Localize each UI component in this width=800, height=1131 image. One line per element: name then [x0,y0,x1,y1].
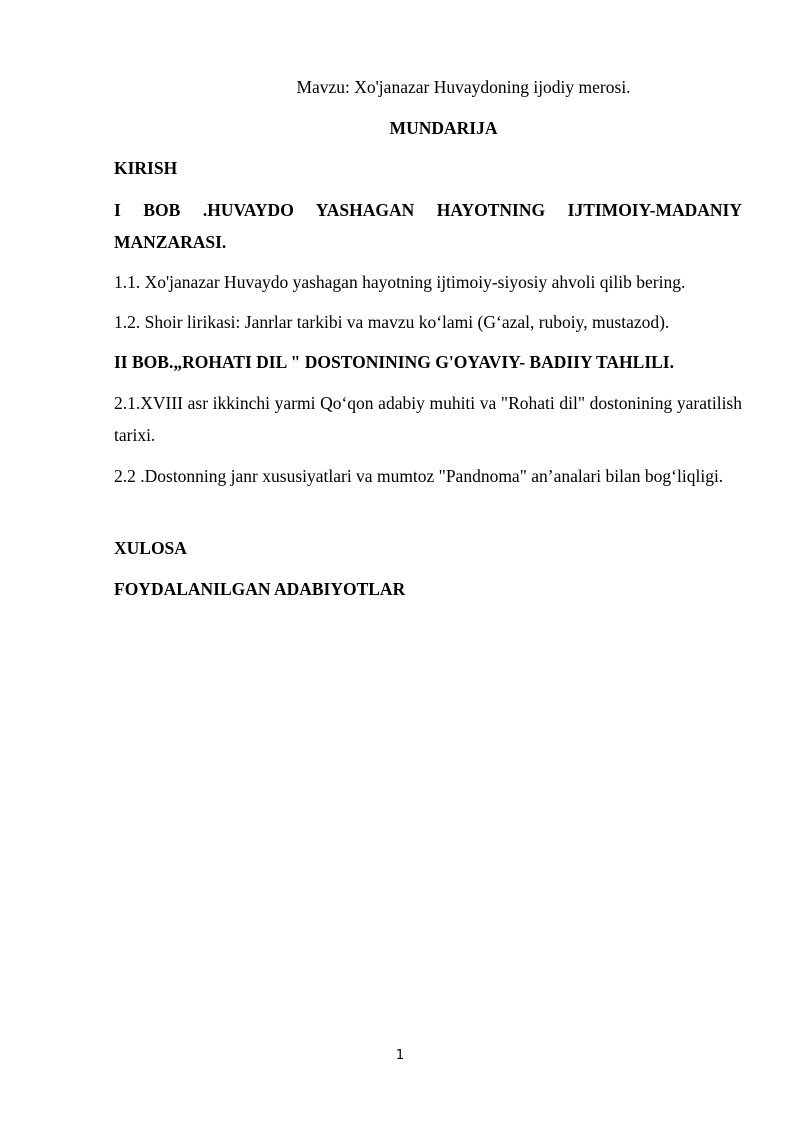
toc-entry-section-1-1: 1.1. Xo'janazar Huvaydo yashagan hayotning ijtimoiy-siyosiy ahvoli qilib bering. [114,272,686,292]
toc-entry-section-2-2: 2.2 .Dostonning janr xususiyatlari va mumtoz "Pandnoma" an’analari bilan bog‘liqligi. [114,466,724,486]
page-number: 1 [395,1048,405,1063]
toc-entry-chapter-1: I BOB .HUVAYDO YASHAGAN HAYOTNING IJTIMOIY-MADANIY MANZARASI. [114,200,742,252]
toc-entry-introduction: KIRISH [114,158,178,178]
document-topic: Mavzu: Xo'janazar Huvaydoning ijodiy merosi. [296,77,631,97]
toc-title: MUNDARIJA [389,118,498,138]
toc-entry-section-2-1: 2.1.XVIII asr ikkinchi yarmi Qo‘qon adabiy muhiti va "Rohati dil" dostonining yaratilish tarixi. [114,393,742,445]
toc-entry-chapter-2: II BOB.„ROHATI DIL " DOSTONINING G'OYAVIY- BADIIY TAHLILI. [114,352,674,372]
toc-entry-conclusion: XULOSA [114,538,187,558]
toc-entry-references: FOYDALANILGAN ADABIYOTLAR [114,579,406,599]
toc-entry-section-1-2: 1.2. Shoir lirikasi: Janrlar tarkibi va mavzu ko‘lami (G‘azal, ruboiy, mustazod). [114,312,670,332]
